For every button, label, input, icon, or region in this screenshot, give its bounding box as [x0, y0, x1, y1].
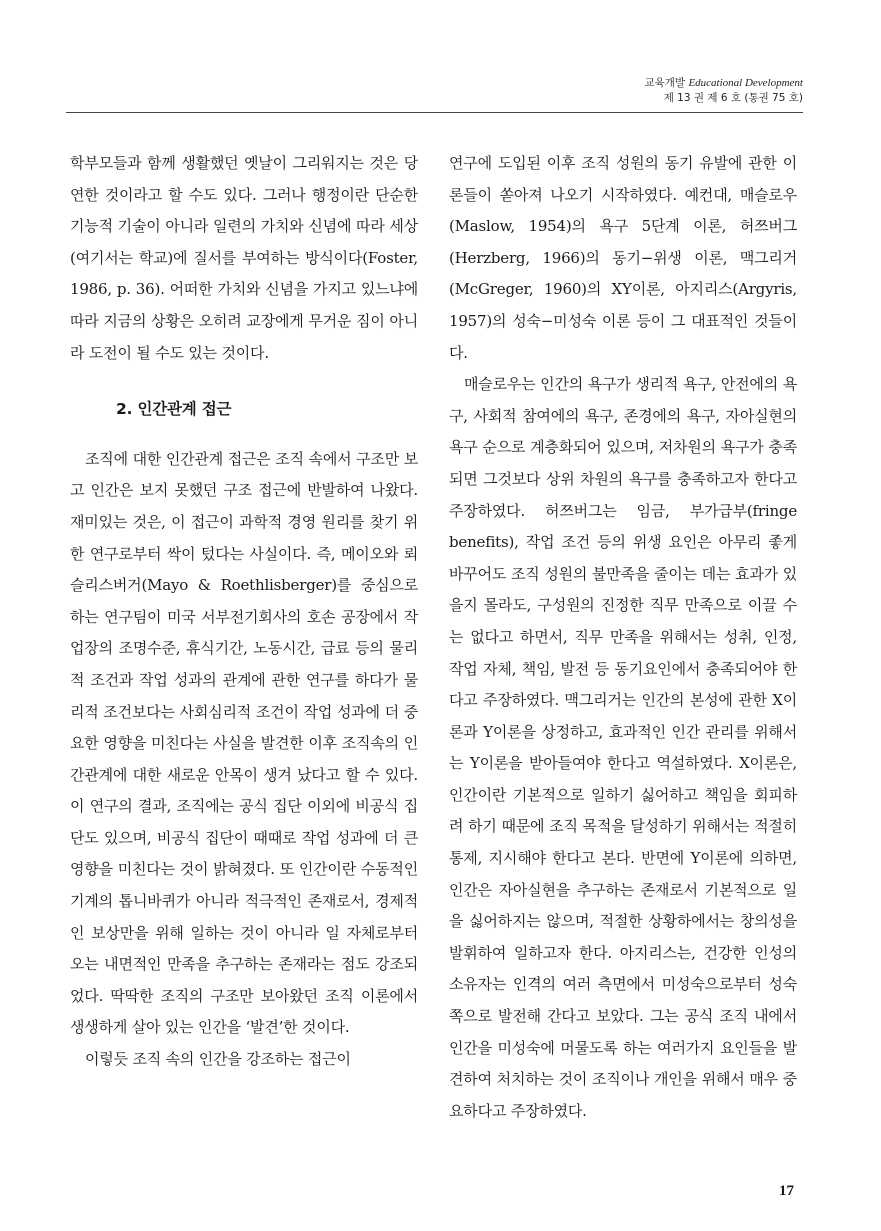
paragraph: 조직에 대한 인간관계 접근은 조직 속에서 구조만 보고 인간은 보지 못했던 구조 접근에 반발하여 나왔다. 재미있는 것은, 이 접근이 과학적 경영 원리를 찾기 위한 연구로부터 싹이 텄다는 사실이다. 즉, 메이오와 뢰슬리스버거(Mayo & Roethlisberger)를 중심으로 하는 연구팀이 미국 서부전기회사의 호손 공장에서 작업장의 조명수준, 휴식기간, 노동시간, 급료 등의 물리적 조건과 작업 성과의 관계에 관한 연구를 하다가 물리적 조건보다는 사회심리적 조건이 작업 성과에 더 중요한 영향을 미친다는 사실을 발견한 이후 조직속의 인간관계에 대한 새로운 안목이 생겨 났다고 할 수 있다. 이 연구의 결과, 조직에는 공식 집단 이외에 비공식 집단도 있으며, 비공식 집단이 때때로 작업 성과에 더 큰 영향을 미친다는 것이 밝혀졌다. 또 인간이란 수동적인 기계의 톱니바퀴가 아니라 적극적인 존재로서, 경제적인 보상만을 위해 일하는 것이 아니라 일 자체로부터 오는 내면적인 만족을 추구하는 존재라는 점도 강조되었다. 딱딱한 조직의 구조만 보아왔던 조직 이론에서 생생하게 살아 있는 인간을 ‘발견’한 것이다. — [70, 449, 418, 1037]
section-heading: 2. 인간관계 접근 — [116, 400, 232, 419]
header-divider — [66, 112, 803, 113]
journal-title-ko: 교육개발 — [644, 77, 686, 89]
running-header — [645, 76, 803, 106]
issue-info: 제 13 권 제 6 호 (통권 75 호) — [663, 92, 803, 104]
journal-title — [645, 76, 803, 91]
page-number: 17 — [779, 1183, 794, 1199]
paragraph: 학부모들과 함께 생활했던 옛날이 그리워지는 것은 당연한 것이라고 할 수도 있다. 그러나 행정이란 단순한 기능적 기술이 아니라 일련의 가치와 신념에 따라 세상(여기서는 학교)에 질서를 부여하는 방식이다(Foster, 1986, p. 36). 어떠한 가치와 신념을 가지고 있느냐에 따라 지금의 상황은 오히려 교장에게 무거운 짐이 아니라 도전이 될 수도 있는 것이다. — [70, 154, 418, 362]
paragraph: 연구에 도입된 이후 조직 성원의 동기 유발에 관한 이론들이 쏟아져 나오기 시작하였다. 예컨대, 매슬로우(Maslow, 1954)의 욕구 5단계 이론, 허쯔버그(Herzberg, 1966)의 동기−위생 이론, 맥그리거(McGreger, 1960)의 XY이론, 아지리스(Argyris, 1957)의 성숙−미성숙 이론 등이 그 대표적인 것들이다. — [449, 154, 797, 362]
right-column — [449, 148, 797, 1127]
paragraph: 매슬로우는 인간의 욕구가 생리적 욕구, 안전에의 욕구, 사회적 참여에의 욕구, 존경에의 욕구, 자아실현의 욕구 순으로 계층화되어 있으며, 저차원의 욕구가 충족되면 그것보다 상위 차원의 욕구를 충족하고자 한다고 주장하였다. 허쯔버그는 임금, 부가급부(fringe benefits), 작업 조건 등의 위생 요인은 아무리 좋게 바꾸어도 조직 성원의 불만족을 줄이는 데는 효과가 있을지 몰라도, 구성원의 진정한 직무 만족으로 이끌 수는 없다고 하면서, 직무 만족을 위해서는 성취, 인정, 작업 자체, 책임, 발전 등 동기요인에서 충족되어야 한다고 주장하였다. 맥그리거는 인간의 본성에 관한 X이론과 Y이론을 상정하고, 효과적인 인간 관리를 위해서는 Y이론을 받아들여야 한다고 역설하였다. X이론은, 인간이란 기본적으로 일하기 싫어하고 책임을 회피하려 하기 때문에 조직 목적을 달성하기 위해서는 적절히 통제, 지시해야 한다고 본다. 반면에 Y이론에 의하면, 인간은 자아실현을 추구하는 존재로서 기본적으로 일을 싫어하지는 않으며, 적절한 상황하에서는 창의성을 발휘하여 일하고자 한다. 아지리스는, 건강한 인성의 소유자는 인격의 여러 측면에서 미성숙으로부터 성숙 쪽으로 발전해 간다고 보았다. 그는 공식 조직 내에서 인간을 미성숙에 머물도록 하는 여러가지 요인들을 발견하여 처치하는 것이 조직이나 개인을 위해서 매우 중요하다고 주장하였다. — [449, 375, 797, 1120]
left-column — [70, 148, 418, 1076]
journal-title-en: Educational Development — [688, 77, 803, 89]
paragraph: 이렇듯 조직 속의 인간을 강조하는 접근이 — [85, 1050, 351, 1069]
